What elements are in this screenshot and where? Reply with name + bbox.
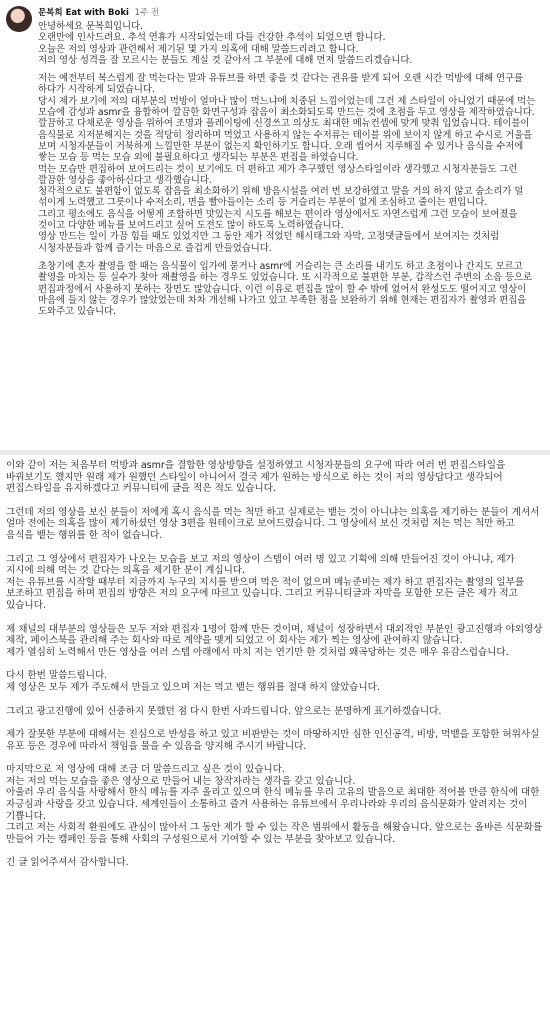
paragraph-legal-notice: 제가 잘못한 부분에 대해서는 진심으로 반성을 하고 있고 비판받는 것이 마땅하지만 심한 인신공격, 비방, 먹뱉을 포함한 허위사실 유포 등은 경우에 따라서 책임을 물을 수 있음을 양지해 주시기 바랍니다.	[6, 729, 540, 752]
paragraph-spitting-allegation: 그런데 저의 영상을 보신 분들이 저에게 혹시 음식을 먹는 척만 하고 실제로는 뱉는 것이 아니냐는 의혹을 제기하는 분들이 계셔서 얼마 전에는 의혹을 많이 제기하셨던 영상 3편을 원테이크로 보여드렸습니다. 그 영상에서 보신 것처럼 저는 먹는 척만 하고 음식을 뱉는 행위를 한 적이 없습니다.	[6, 506, 540, 541]
paragraph-thanks: 긴 글 읽어주셔서 감사합니다.	[6, 857, 129, 869]
paragraph-direction: 이와 같이 저는 처음부터 먹방과 asmr을 결합한 영상방향을 설정하였고 시청자분들의 요구에 따라 여러 번 편집스타일을 바꿔보기도 했지만 원래 제가 원했던 스타일이 아니어서 결국 제가 원하는 방식으로 하는 것이 저의 영상답다고 생각되어 편집스타일을 유지하겠다고 커뮤니티에 글을 적은 적도 있습니다.	[6, 460, 506, 495]
paragraph-channel-production: 제 채널의 대부분의 영상들은 모두 저와 편집자 1명이 함께 만든 것이며, 채널이 성장하면서 대외적인 부분인 광고진행과 야외영상 제작, 페이스북을 관리해 주는 회사와 따로 계약을 맺게 되었고 이 회사는 제가 찍는 영상에 관여하지 않습니다. 제가 열심히 노력해서 만든 영상을 여러 스텝 아래에서 마치 저는 연기만 한 것처럼 왜곡당하는 것은 매우 유감스럽습니다.	[6, 623, 543, 658]
paragraph-restatement: 다시 한번 말씀드립니다. 제 영상은 모두 제가 주도해서 만들고 있으며 저는 먹고 뱉는 행위를 절대 하지 않았습니다.	[6, 670, 380, 693]
author-name[interactable]: 문복희 Eat with Boki	[38, 8, 129, 18]
comment-header	[38, 8, 159, 19]
comment-body-bottom	[6, 460, 544, 881]
paragraph-ad-apology: 그리고 광고진행에 있어 신중하지 못했던 점 다시 한번 사과드립니다. 앞으로는 분명하게 표기하겠습니다.	[6, 705, 442, 717]
paragraph-video-style: 저는 예전부터 복스럽게 잘 먹는다는 말과 유튜브를 하면 좋을 것 같다는 권유를 받게 되어 오랜 시간 먹방에 대해 연구를 하다가 시작하게 되었습니다. 당시 제가 보기에 저의 대부분의 먹방이 얼마나 많이 먹느냐에 치중된 느낌이었는데 그건 제 스타일이 아니었기 때문에 먹는 모습에 감성과 asmr을 융합하여 깔끔한 화면구성과 잡음이 최소화되도록 만드는 것에 초점을 두고 영상을 제작하였습니다. 깔끔하고 다채로운 영상을 위하여 조명과 플레이팅에 신경쓰고 의상도 최대한 메뉴컨셉에 맞게 맞춰 입었습니다. 테이블이 음식물로 지저분해지는 것을 적당히 정리하며 먹었고 사용하지 않는 수저류는 테이블 위에 보이지 않게 하고 수시로 거울을 보며 시청자분들이 거북하게 느낄만한 부분이 없는지 확인하기도 합니다. 오래 씹어서 지루해질 수 있거나 음식을 수저에 쌓는 모습 등 먹는 모습 외에 불필요하다고 생각되는 부분은 편집을 하였습니다. 먹는 모습만 편집하여 보여드리는 것이 보기에도 더 편하고 제가 추구했던 영상스타일이라 생각했고 시청자분들도 그런 깔끔한 영상을 좋아하신다고 생각했습니다. 청각적으로도 불편함이 없도록 잡음을 최소화하기 위해 방음시설을 여러 번 보강하였고 말을 거의 하지 않고 숨소리가 덜 섞이게 노력했고 그릇이나 수저소리, 면을 빨아들이는 소리 등 거슬리는 부분이 없게 조심하고 줄이는 편입니다. 그리고 평소에도 음식을 어떻게 조합하면 맛있는지 시도를 해보는 편이라 영상에서도 자연스럽게 그런 모습이 보여졌을 것이고 다양한 메뉴를 보여드리고 싶어 도전도 많이 하도록 노력하였습니다. 영상 만드는 일이 가끔 힘들 때도 있었지만 그 동안 제가 적었던 해시태그와 자막, 고정댓글들에서 보여지는 것처럼 시청자분들과 함께 즐기는 마음으로 즐겁게 만들었습니다.	[38, 73, 536, 254]
paragraph-closing-thoughts: 마지막으로 저 영상에 대해 조금 더 말씀드리고 싶은 것이 있습니다. 저는 저의 먹는 모습을 좋은 영상으로 만들어 내는 창작자라는 생각을 갖고 있습니다. 아울러 우리 음식을 사랑해서 한식 메뉴를 자주 올리고 있으며 한식 메뉴를 우리 고유의 발음으로 최대한 적어볼 만큼 한식에 대한 자긍심과 사랑을 갖고 있습니다. 세계인들이 소통하고 즐겨 사용하는 유튜브에서 우리나라와 우리의 음식문화가 알려지는 것이 기쁩니다. 그리고 저는 사회적 환원에도 관심이 많아서 그 동안 제가 할 수 있는 작은 범위에서 활동을 해왔습니다. 앞으로는 올바른 식문화를 만들어 가는 캠페인 등을 통해 사회의 구성원으로서 기여할 수 있는 부분을 찾아보고 있습니다.	[6, 764, 543, 845]
paragraph-staff-allegation: 그리고 그 영상에서 편집자가 나오는 모습을 보고 저의 영상이 스텝이 여러 명 있고 기획에 의해 만들어진 것이 아니냐, 제가 지시에 의해 먹는 것 같다는 의혹을 제기한 분이 계십니다. 저는 유튜브를 시작할 때부터 지금까지 누구의 지시를 받으며 먹은 적이 없으며 메뉴준비는 제가 하고 편집자는 촬영의 일부를 보조하고 편집을 하며 편집의 방향은 저의 요구에 따르고 있습니다. 그리고 커뮤니티글과 자막을 포함한 모든 글은 제가 적고 있습니다.	[6, 553, 525, 611]
comment-body-top	[38, 21, 538, 324]
post-time[interactable]: 1주 전	[134, 8, 160, 18]
avatar[interactable]	[6, 6, 32, 32]
paragraph-greeting: 안녕하세요 문복희입니다. 오랜만에 인사드려요. 추석 연휴가 시작되었는데 다들 건강한 추석이 되었으면 합니다. 오늘은 저의 영상과 관련해서 제기된 몇 가지 의혹에 대해 말씀드리려고 합니다. 저의 영상 성격을 잘 모르시는 분들도 계실 것 같아서 그 부분에 대해 먼저 말씀드리겠습니다.	[38, 21, 413, 66]
comment-card-top	[0, 0, 550, 450]
paragraph-early-filming: 초창기에 혼자 촬영을 할 때는 음식물이 입가에 묻거나 asmr에 거슬리는 큰 소리를 내기도 하고 초점이나 간지도 모르고 촬영을 마치는 등 실수가 찾아 재촬영을 하는 경우도 있었습니다. 또 시각적으로 불편한 부분, 갑작스런 주변의 소음 등으로 편집과정에서 사용하지 못하는 장면도 많았습니다. 이런 이유로 편집을 많이 할 수 밖에 없어서 완성도도 떨어지고 영상이 마음에 들지 않는 경우가 많았었는데 차차 개선해 나가고 있고 부족한 점을 보완하기 위해 현재는 편집자가 촬영과 편집을 도와주고 있습니다.	[38, 260, 533, 318]
comment-card-bottom	[0, 455, 550, 1015]
